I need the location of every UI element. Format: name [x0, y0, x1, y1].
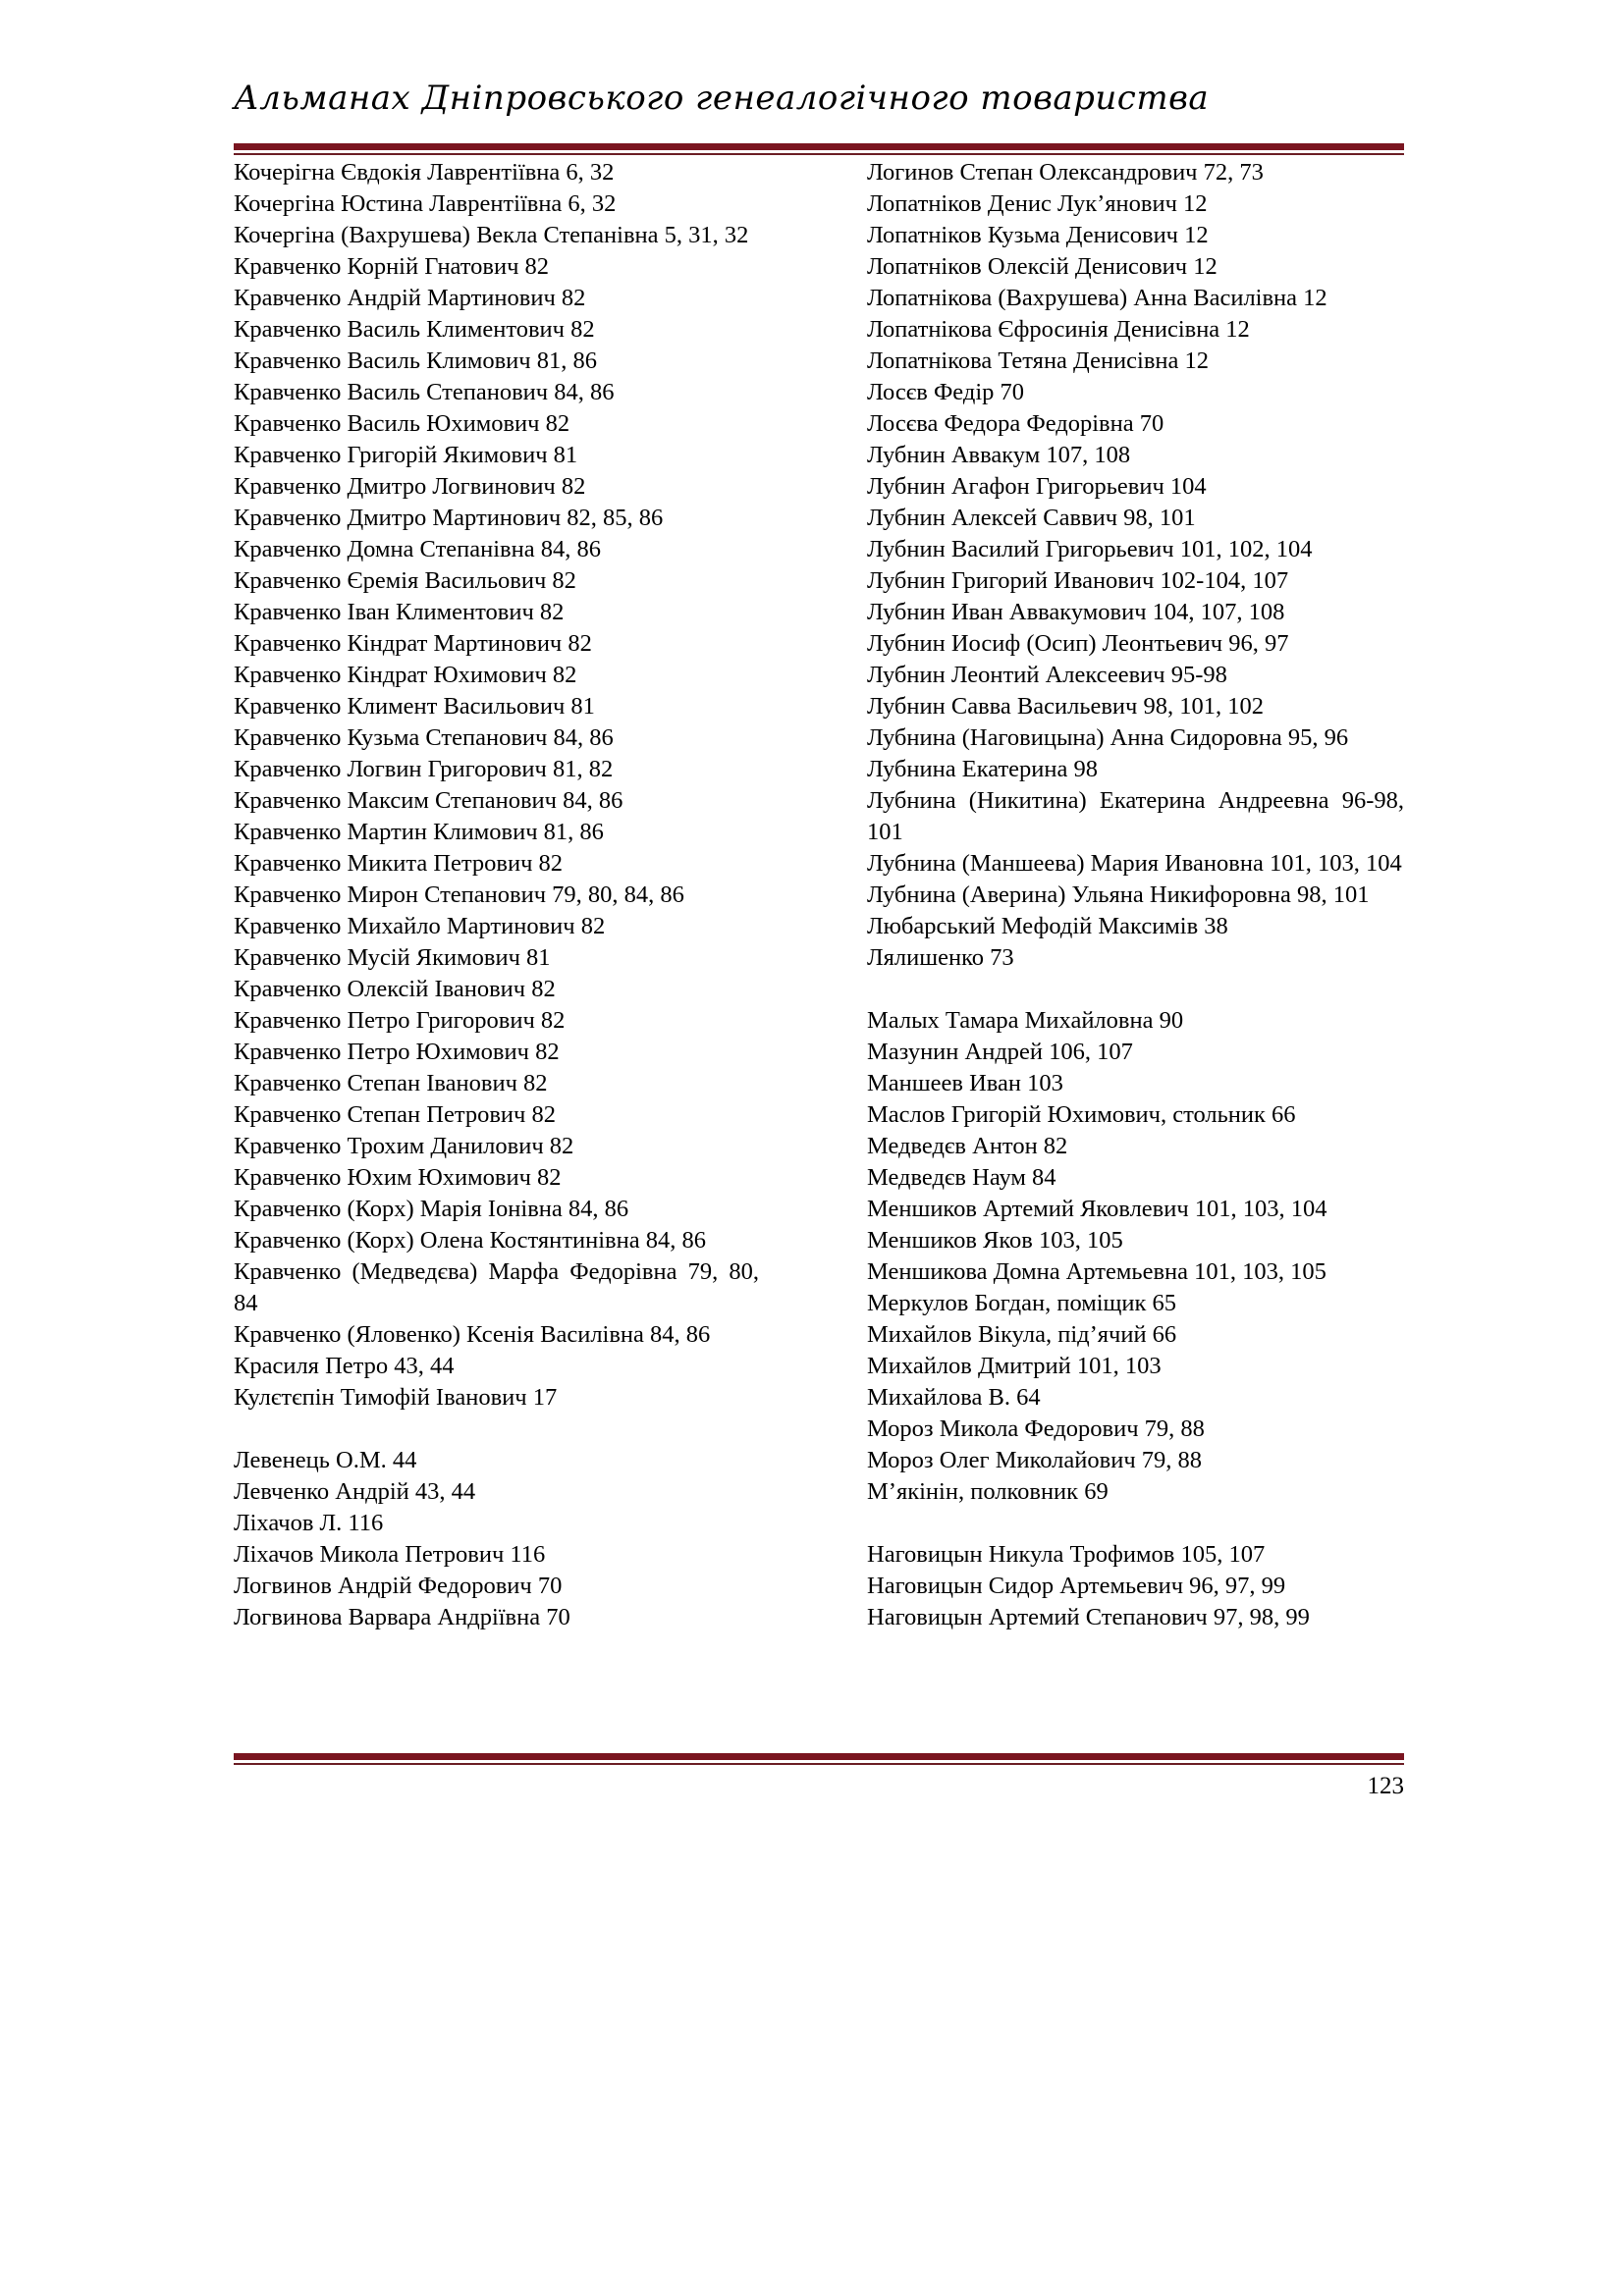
index-entry: Кравченко (Корх) Олена Костянтинівна 84, 86 — [234, 1227, 706, 1254]
index-entry: Лосєв Федір 70 — [867, 379, 1025, 405]
index-entry: Лопатніков Олексій Денисович 12 — [867, 253, 1218, 280]
index-entry: Меншикова Домна Артемьевна 101, 103, 105 — [867, 1258, 1326, 1285]
index-entry: Кравченко Кіндрат Мартинович 82 — [234, 630, 592, 657]
index-entry: Кравченко Дмитро Логвинович 82 — [234, 473, 586, 500]
index-entry: Кравченко Юхим Юхимович 82 — [234, 1164, 562, 1191]
index-entry: М’якінін, полковник 69 — [867, 1478, 1109, 1505]
index-entry: Кравченко Логвин Григорович 81, 82 — [234, 756, 614, 782]
index-entry: Наговицын Никула Трофимов 105, 107 — [867, 1541, 1266, 1568]
header-rule — [234, 143, 1404, 155]
index-entry: Лопатнікова Тетяна Денисівна 12 — [867, 347, 1210, 374]
index-entry: Лубнина (Аверина) Ульяна Никифоровна 98, 101 — [867, 881, 1370, 908]
index-entry: Кравченко Олексій Іванович 82 — [234, 976, 556, 1002]
index-entry: Лубнин Аввакум 107, 108 — [867, 442, 1131, 468]
index-entry: Меншиков Артемий Яковлевич 101, 103, 104 — [867, 1196, 1327, 1222]
index-entry: Кравченко Корній Гнатович 82 — [234, 253, 550, 280]
index-entry: Кулєтєпін Тимофій Іванович 17 — [234, 1384, 558, 1411]
index-entry: Маслов Григорій Юхимович, стольник 66 — [867, 1101, 1296, 1128]
index-entry: Кравченко Климент Васильович 81 — [234, 693, 595, 720]
index-entry: Малых Тамара Михайловна 90 — [867, 1007, 1184, 1034]
index-entry: Кравченко (Яловенко) Ксенія Василівна 84, 86 — [234, 1321, 711, 1348]
index-entry: Лубнин Алексей Саввич 98, 101 — [867, 505, 1196, 531]
index-entry: Лубнина (Наговицына) Анна Сидоровна 95, 96 — [867, 724, 1349, 751]
index-entry: Логвинова Варвара Андріївна 70 — [234, 1604, 570, 1630]
index-entry: Кравченко Трохим Данилович 82 — [234, 1133, 574, 1159]
index-entry: Кравченко Мусій Якимович 81 — [234, 944, 551, 971]
index-entry: Логвинов Андрій Федорович 70 — [234, 1573, 563, 1599]
index-entry: Лубнин Савва Васильевич 98, 101, 102 — [867, 693, 1264, 720]
index-entry: Наговицын Артемий Степанович 97, 98, 99 — [867, 1604, 1310, 1630]
page-number: 123 — [1367, 1773, 1404, 1799]
index-entry: Лосєва Федора Федорівна 70 — [867, 410, 1164, 437]
index-entry: Ліхачов Л. 116 — [234, 1510, 384, 1536]
index-entry: Кравченко Михайло Мартинович 82 — [234, 913, 606, 939]
index-entry: Кравченко Мартин Климович 81, 86 — [234, 819, 604, 845]
index-entry: Кравченко Кузьма Степанович 84, 86 — [234, 724, 614, 751]
page-header — [234, 69, 1402, 132]
index-entry: Кравченко Іван Климентович 82 — [234, 599, 565, 625]
index-entry: Лопатніков Денис Лук’янович 12 — [867, 190, 1208, 217]
index-entry: Лубнина (Маншеева) Мария Ивановна 101, 103, 104 — [867, 850, 1402, 877]
index-entry: Лубнин Василий Григорьевич 101, 102, 104 — [867, 536, 1313, 562]
index-entry: Кравченко Петро Юхимович 82 — [234, 1039, 560, 1065]
index-entry: Ліхачов Микола Петрович 116 — [234, 1541, 546, 1568]
index-entry: Левенець О.М. 44 — [234, 1447, 417, 1473]
index-entry: Кочергіна Юстина Лаврентіївна 6, 32 — [234, 190, 617, 217]
index-entry: Логинов Степан Олександрович 72, 73 — [867, 159, 1264, 186]
index-entry: Медведєв Антон 82 — [867, 1133, 1068, 1159]
index-entry: Михайлова В. 64 — [867, 1384, 1041, 1411]
index-entry: Кравченко Петро Григорович 82 — [234, 1007, 566, 1034]
section-gap — [234, 1414, 759, 1445]
index-entry: Мороз Олег Миколайович 79, 88 — [867, 1447, 1203, 1473]
index-entry: Кравченко Степан Петрович 82 — [234, 1101, 556, 1128]
index-entry: Кравченко Григорій Якимович 81 — [234, 442, 578, 468]
section-gap — [867, 974, 1404, 1005]
almanac-title: Альманах Дніпровського генеалогічного товариства — [234, 79, 1210, 118]
index-entry: Кравченко Василь Климентович 82 — [234, 316, 595, 343]
index-entry: Лубнин Иосиф (Осип) Леонтьевич 96, 97 — [867, 630, 1289, 657]
index-entry: Кравченко (Медведєва) Марфа Федорівна 79, 80, 84 — [234, 1258, 759, 1316]
index-entry: Кравченко Дмитро Мартинович 82, 85, 86 — [234, 505, 664, 531]
index-column-left — [234, 157, 759, 1633]
footer-rule — [234, 1753, 1404, 1765]
index-entry: Мороз Микола Федорович 79, 88 — [867, 1415, 1205, 1442]
index-entry: Лубнин Иван Аввакумович 104, 107, 108 — [867, 599, 1285, 625]
index-entry: Кочерігна Євдокія Лаврентіївна 6, 32 — [234, 159, 615, 186]
index-entry: Лопатнікова (Вахрушева) Анна Василівна 12 — [867, 285, 1327, 311]
index-entry: Красиля Петро 43, 44 — [234, 1353, 455, 1379]
index-entry: Лубнин Леонтий Алексеевич 95-98 — [867, 662, 1227, 688]
section-gap — [867, 1508, 1404, 1539]
index-entry: Кравченко Микита Петрович 82 — [234, 850, 564, 877]
index-entry: Кравченко Максим Степанович 84, 86 — [234, 787, 623, 814]
index-entry: Кравченко Степан Іванович 82 — [234, 1070, 548, 1096]
index-entry: Кравченко Кіндрат Юхимович 82 — [234, 662, 577, 688]
index-entry: Маншеев Иван 103 — [867, 1070, 1063, 1096]
index-entry: Наговицын Сидор Артемьевич 96, 97, 99 — [867, 1573, 1286, 1599]
index-entry: Медведєв Наум 84 — [867, 1164, 1056, 1191]
index-entry: Лопатніков Кузьма Денисович 12 — [867, 222, 1209, 248]
index-entry: Левченко Андрій 43, 44 — [234, 1478, 476, 1505]
index-entry: Лубнина (Никитина) Екатерина Андреевна 96-98, 101 — [867, 787, 1404, 845]
index-entry: Меншиков Яков 103, 105 — [867, 1227, 1123, 1254]
index-entry: Кравченко Домна Степанівна 84, 86 — [234, 536, 601, 562]
index-entry: Кравченко Андрій Мартинович 82 — [234, 285, 586, 311]
index-entry: Михайлов Дмитрий 101, 103 — [867, 1353, 1162, 1379]
index-entry: Кравченко (Корх) Марія Іонівна 84, 86 — [234, 1196, 629, 1222]
index-entry: Кравченко Василь Степанович 84, 86 — [234, 379, 615, 405]
index-entry: Кочергіна (Вахрушева) Векла Степанівна 5, 31, 32 — [234, 222, 749, 248]
index-entry: Любарський Мефодій Максимів 38 — [867, 913, 1228, 939]
index-entry: Кравченко Василь Юхимович 82 — [234, 410, 570, 437]
index-entry: Лубнин Григорий Иванович 102-104, 107 — [867, 567, 1289, 594]
index-entry: Кравченко Василь Климович 81, 86 — [234, 347, 597, 374]
index-entry: Лялишенко 73 — [867, 944, 1014, 971]
index-entry: Михайлов Вікула, під’ячий 66 — [867, 1321, 1177, 1348]
index-entry: Лубнина Екатерина 98 — [867, 756, 1099, 782]
index-entry: Лопатнікова Єфросинія Денисівна 12 — [867, 316, 1250, 343]
index-entry: Меркулов Богдан, поміщик 65 — [867, 1290, 1177, 1316]
index-entry: Кравченко Мирон Степанович 79, 80, 84, 86 — [234, 881, 684, 908]
index-column-right — [867, 157, 1404, 1633]
index-entry: Кравченко Єремія Васильович 82 — [234, 567, 576, 594]
index-entry: Лубнин Агафон Григорьевич 104 — [867, 473, 1207, 500]
index-entry: Мазунин Андрей 106, 107 — [867, 1039, 1133, 1065]
